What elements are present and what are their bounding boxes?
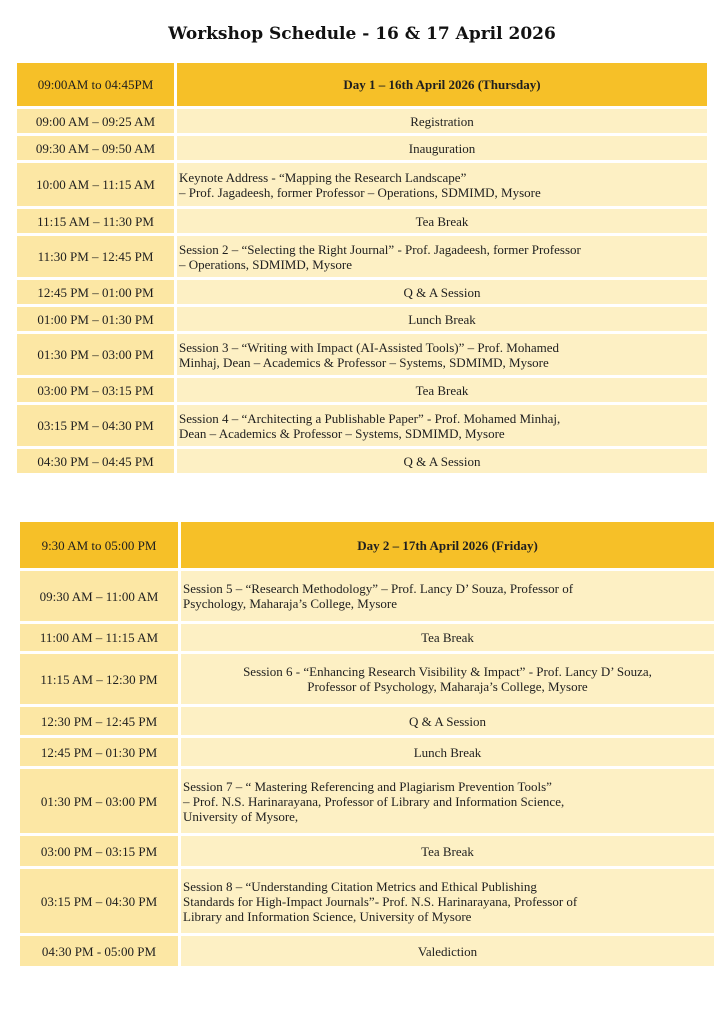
day2-row-activity: Session 7 – “ Mastering Referencing and Plagiarism Prevention Tools” – Prof. N.S. Harinarayana, Professor of Library and Information Science, University of Mysore, — [181, 769, 714, 833]
day2-row-activity: Valediction — [181, 936, 714, 966]
page-title: Workshop Schedule - 16 & 17 April 2026 — [168, 24, 556, 44]
day1-row-activity: Inauguration — [177, 136, 707, 160]
day2-row-activity: Session 5 – “Research Methodology” – Prof. Lancy D’ Souza, Professor of Psychology, Maharaja’s College, Mysore — [181, 571, 714, 621]
day2-row-time: 09:30 AM – 11:00 AM — [20, 571, 178, 621]
day2-row-time: 03:15 PM – 04:30 PM — [20, 869, 178, 933]
day1-row-activity: Keynote Address - “Mapping the Research Landscape” – Prof. Jagadeesh, former Professor – Operations, SDMIMD, Mysore — [177, 163, 707, 206]
day2-row-time: 11:15 AM – 12:30 PM — [20, 654, 178, 704]
day2-row-time: 12:30 PM – 12:45 PM — [20, 707, 178, 735]
day2-row-activity: Session 8 – “Understanding Citation Metrics and Ethical Publishing Standards for High-Impact Journals”- Prof. N.S. Harinarayana, Professor of Library and Information Science, University of Mysore — [181, 869, 714, 933]
day1-row-time: 04:30 PM – 04:45 PM — [17, 449, 174, 473]
day1-row-activity: Registration — [177, 109, 707, 133]
day2-schedule-table — [20, 522, 714, 966]
day1-row-activity: Session 2 – “Selecting the Right Journal” - Prof. Jagadeesh, former Professor – Operations, SDMIMD, Mysore — [177, 236, 707, 277]
day1-row-time: 03:00 PM – 03:15 PM — [17, 378, 174, 402]
day1-row-time: 01:30 PM – 03:00 PM — [17, 334, 174, 375]
day1-row-activity: Tea Break — [177, 378, 707, 402]
day2-time-range: 9:30 AM to 05:00 PM — [20, 522, 178, 568]
day2-row-time: 04:30 PM - 05:00 PM — [20, 936, 178, 966]
day2-row-time: 11:00 AM – 11:15 AM — [20, 624, 178, 651]
day1-row-time: 03:15 PM – 04:30 PM — [17, 405, 174, 446]
day1-row-time: 01:00 PM – 01:30 PM — [17, 307, 174, 331]
day1-row-activity: Q & A Session — [177, 280, 707, 304]
day2-row-time: 03:00 PM – 03:15 PM — [20, 836, 178, 866]
day1-row-time: 10:00 AM – 11:15 AM — [17, 163, 174, 206]
day1-heading: Day 1 – 16th April 2026 (Thursday) — [177, 63, 707, 106]
day2-row-activity: Session 6 - “Enhancing Research Visibility & Impact” - Prof. Lancy D’ Souza, Professor of Psychology, Maharaja’s College, Mysore — [181, 654, 714, 704]
day1-row-activity: Tea Break — [177, 209, 707, 233]
day1-row-time: 09:00 AM – 09:25 AM — [17, 109, 174, 133]
day1-row-activity: Session 4 – “Architecting a Publishable Paper” - Prof. Mohamed Minhaj, Dean – Academics & Professor – Systems, SDMIMD, Mysore — [177, 405, 707, 446]
day2-row-time: 12:45 PM – 01:30 PM — [20, 738, 178, 766]
day1-time-range: 09:00AM to 04:45PM — [17, 63, 174, 106]
day1-row-time: 09:30 AM – 09:50 AM — [17, 136, 174, 160]
day1-row-activity: Session 3 – “Writing with Impact (AI-Assisted Tools)” – Prof. Mohamed Minhaj, Dean – Academics & Professor – Systems, SDMIMD, Mysore — [177, 334, 707, 375]
day2-row-activity: Tea Break — [181, 836, 714, 866]
day2-row-time: 01:30 PM – 03:00 PM — [20, 769, 178, 833]
day1-row-activity: Lunch Break — [177, 307, 707, 331]
day1-row-time: 12:45 PM – 01:00 PM — [17, 280, 174, 304]
day2-row-activity: Q & A Session — [181, 707, 714, 735]
day1-row-activity: Q & A Session — [177, 449, 707, 473]
day2-heading: Day 2 – 17th April 2026 (Friday) — [181, 522, 714, 568]
day1-schedule-table — [17, 63, 707, 473]
day2-row-activity: Tea Break — [181, 624, 714, 651]
day1-row-time: 11:15 AM – 11:30 PM — [17, 209, 174, 233]
day1-row-time: 11:30 PM – 12:45 PM — [17, 236, 174, 277]
day2-row-activity: Lunch Break — [181, 738, 714, 766]
